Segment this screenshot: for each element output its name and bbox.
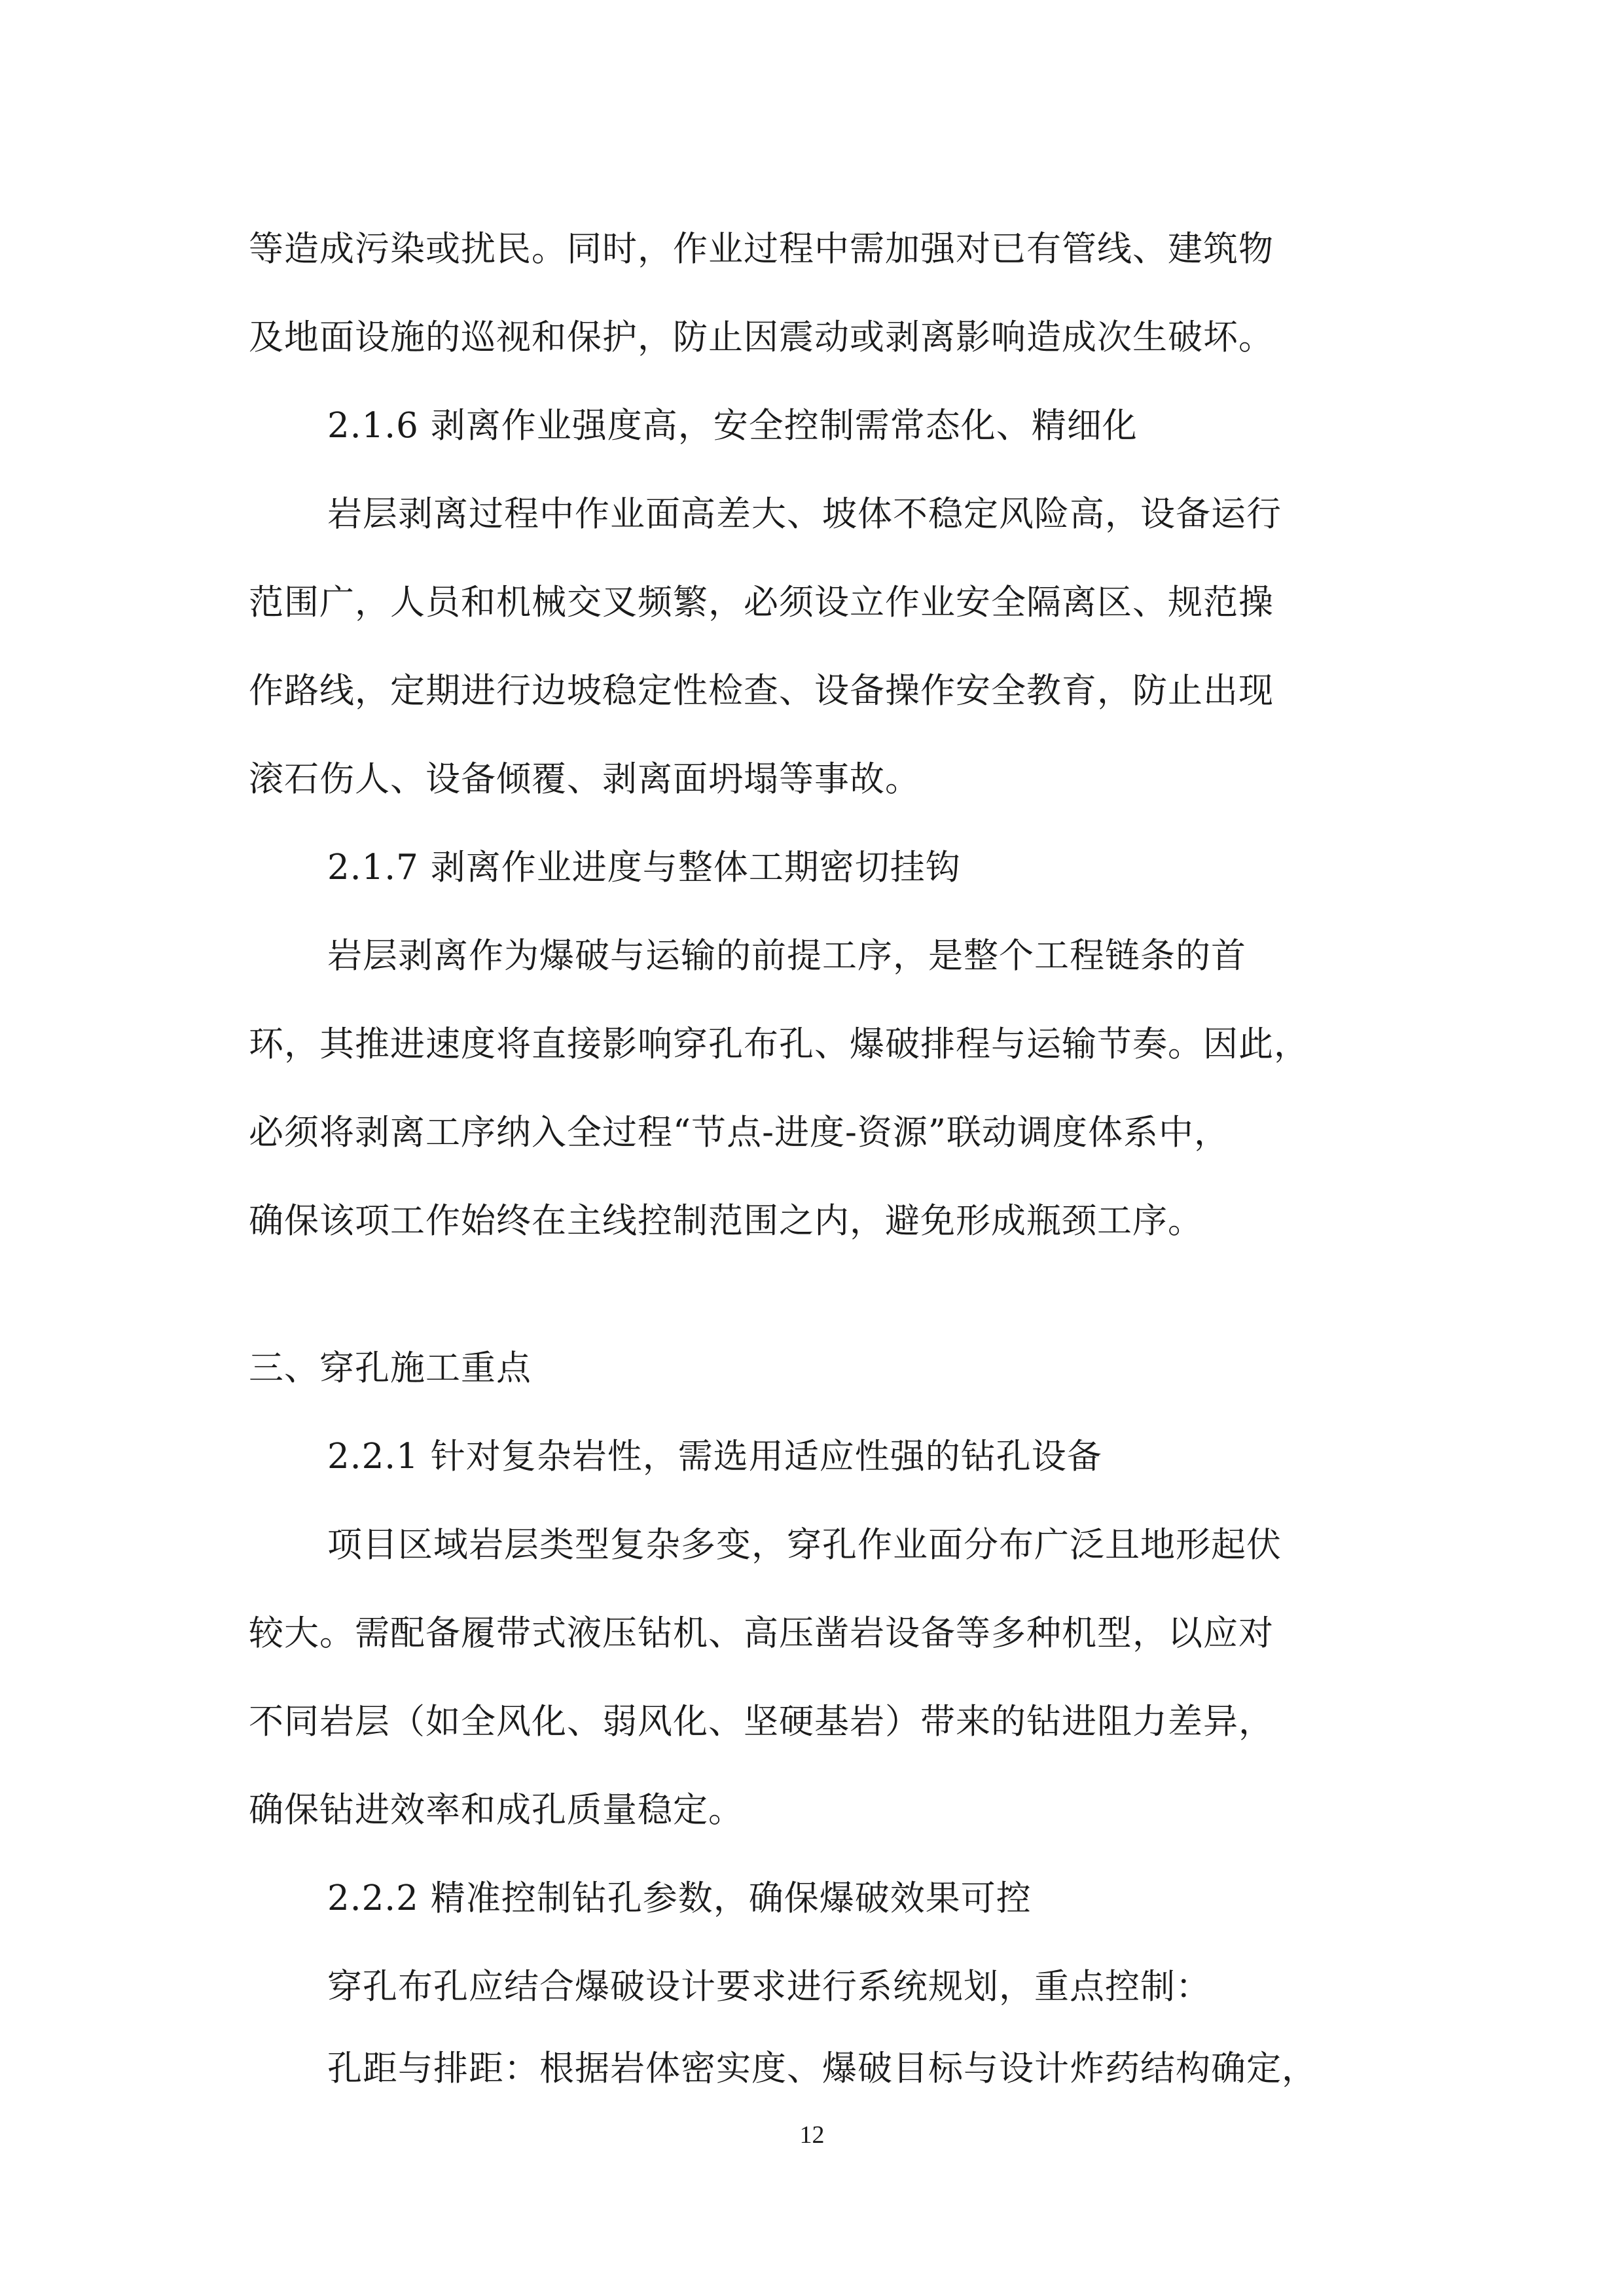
body-text-line: 滚石伤人、设备倾覆、剥离面坍塌等事故。	[249, 759, 920, 799]
body-text-line: 确保该项工作始终在主线控制范围之内，避免形成瓶颈工序。	[249, 1201, 1203, 1241]
body-text-line: 项目区域岩层类型复杂多变，穿孔作业面分布广泛且地形起伏	[327, 1525, 1282, 1565]
body-text-line: 岩层剥离作为爆破与运输的前提工序，是整个工程链条的首	[327, 936, 1246, 976]
body-text-line: 范围广，人员和机械交叉频繁，必须设立作业安全隔离区、规范操	[249, 583, 1274, 622]
chapter-heading-drilling: 三、穿孔施工重点	[249, 1348, 532, 1388]
body-text-line: 不同岩层（如全风化、弱风化、坚硬基岩）带来的钻进阻力差异，	[249, 1702, 1274, 1742]
section-heading-2-2-1: 2.2.1 针对复杂岩性，需选用适应性强的钻孔设备	[327, 1437, 1102, 1477]
page-number: 12	[799, 2121, 825, 2149]
body-text-line: 孔距与排距：根据岩体密实度、爆破目标与设计炸药结构确定，	[327, 2049, 1317, 2089]
body-text-line: 岩层剥离过程中作业面高差大、坡体不稳定风险高，设备运行	[327, 494, 1282, 534]
body-text-line: 必须将剥离工序纳入全过程“节点-进度-资源”联动调度体系中，	[249, 1113, 1230, 1153]
section-heading-2-2-2: 2.2.2 精准控制钻孔参数，确保爆破效果可控	[327, 1878, 1032, 1918]
body-text-line: 较大。需配备履带式液压钻机、高压凿岩设备等多种机型，以应对	[249, 1613, 1274, 1653]
body-text-line: 等造成污染或扰民。同时，作业过程中需加强对已有管线、建筑物	[249, 229, 1274, 269]
body-text-line: 穿孔布孔应结合爆破设计要求进行系统规划，重点控制：	[327, 1967, 1211, 2007]
body-text-line: 环，其推进速度将直接影响穿孔布孔、爆破排程与运输节奏。因此，	[249, 1024, 1309, 1064]
section-heading-2-1-7: 2.1.7 剥离作业进度与整体工期密切挂钩	[327, 848, 961, 888]
body-text-line: 作路线，定期进行边坡稳定性检查、设备操作安全教育，防止出现	[249, 671, 1274, 711]
body-text-line: 确保钻进效率和成孔质量稳定。	[249, 1790, 744, 1830]
section-heading-2-1-6: 2.1.6 剥离作业强度高，安全控制需常态化、精细化	[327, 406, 1138, 446]
body-text-line: 及地面设施的巡视和保护，防止因震动或剥离影响造成次生破坏。	[249, 317, 1274, 357]
